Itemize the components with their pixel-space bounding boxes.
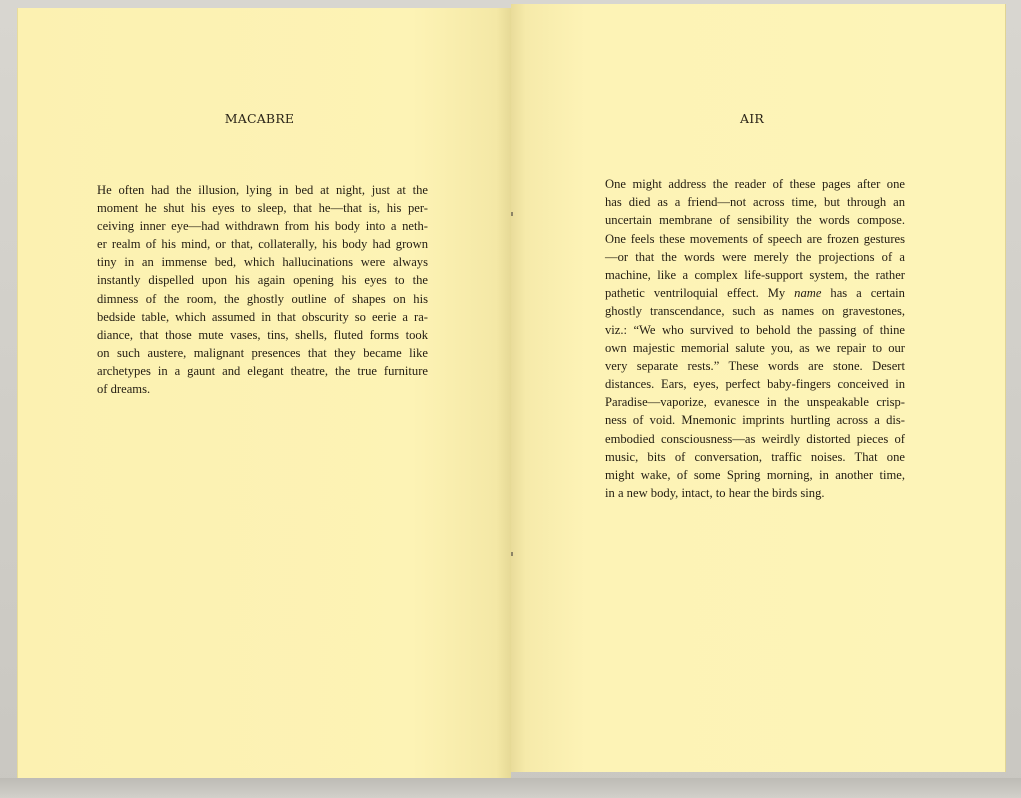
text-line: might wake, of some Spring morning, in another time,: [605, 468, 905, 482]
text-line: tiny in an immense bed, which hallucinations were always: [97, 255, 428, 270]
text-line: uncertain membrane of sensibility the words compose.: [605, 213, 905, 228]
gutter-mark: [511, 552, 513, 556]
text-line: moment he shut his eyes to sleep, that he—that is, his per-: [97, 201, 428, 216]
italic-word: name: [794, 286, 822, 301]
text-line: embodied consciousness—as weirdly distorted pieces of: [605, 431, 905, 446]
text-line: viz.: “We who survived to behold the passing of thine: [605, 322, 905, 337]
left-page: [17, 8, 511, 778]
text-line: er realm of his mind, or that, collaterally, his body had grown: [97, 237, 428, 252]
text-line-mixed: pathetic ventriloquial effect. My name has a certain: [605, 286, 905, 301]
text-line: bedside table, which assumed in that obscurity so eerie a ra-: [97, 309, 428, 324]
page-heading-air: AIR: [740, 111, 764, 126]
text-line: very separate rests.” These words are stone. Desert: [605, 358, 905, 373]
text-line: has died as a friend—not across time, but through an: [605, 195, 905, 210]
text-line: machine, like a complex life-support system, the rather: [605, 267, 905, 282]
text-line: One might address the reader of these pages after one: [605, 177, 905, 191]
text-line: One feels these movements of speech are frozen gestures: [605, 231, 905, 246]
scanner-bed-edge: [0, 778, 1021, 798]
gutter-mark: [511, 212, 513, 216]
text-line: music, bits of conversation, traffic noises. That one: [605, 449, 905, 464]
text-line: distances. Ears, eyes, perfect baby-fingers conceived in: [605, 377, 905, 392]
text-line: dimness of the room, the ghostly outline of shapes on his: [97, 291, 428, 306]
text-line: diance, that those mute vases, tins, shells, fluted forms took: [97, 327, 428, 342]
text-line: own majestic memorial salute you, as we repair to our: [605, 340, 905, 355]
text-line: Paradise—vaporize, evanesce in the unspeakable crisp-: [605, 395, 905, 410]
right-page: [511, 4, 1006, 772]
text-line: He often had the illusion, lying in bed at night, just at the: [97, 183, 428, 197]
text-line: ghostly transcendance, such as names on gravestones,: [605, 304, 905, 319]
text-line: archetypes in a gaunt and elegant theatre, the true furniture: [97, 363, 428, 378]
page-heading-macabre: MACABRE: [224, 111, 295, 126]
text-line: —or that the words were merely the projections of a: [605, 249, 905, 264]
macabre-paragraph: [97, 181, 428, 398]
text-line: of dreams.: [97, 382, 151, 397]
text-line: instantly dispelled upon his again opening his eyes to the: [97, 273, 428, 288]
air-paragraph: [605, 175, 905, 502]
text-line: in a new body, intact, to hear the birds sing.: [605, 486, 825, 501]
text-line: ness of void. Mnemonic imprints hurtling across a dis-: [605, 413, 905, 428]
text-line: ceiving inner eye—had withdrawn from his body into a neth-: [97, 219, 428, 234]
text-line: on such austere, malignant presences that they became like: [97, 345, 428, 360]
